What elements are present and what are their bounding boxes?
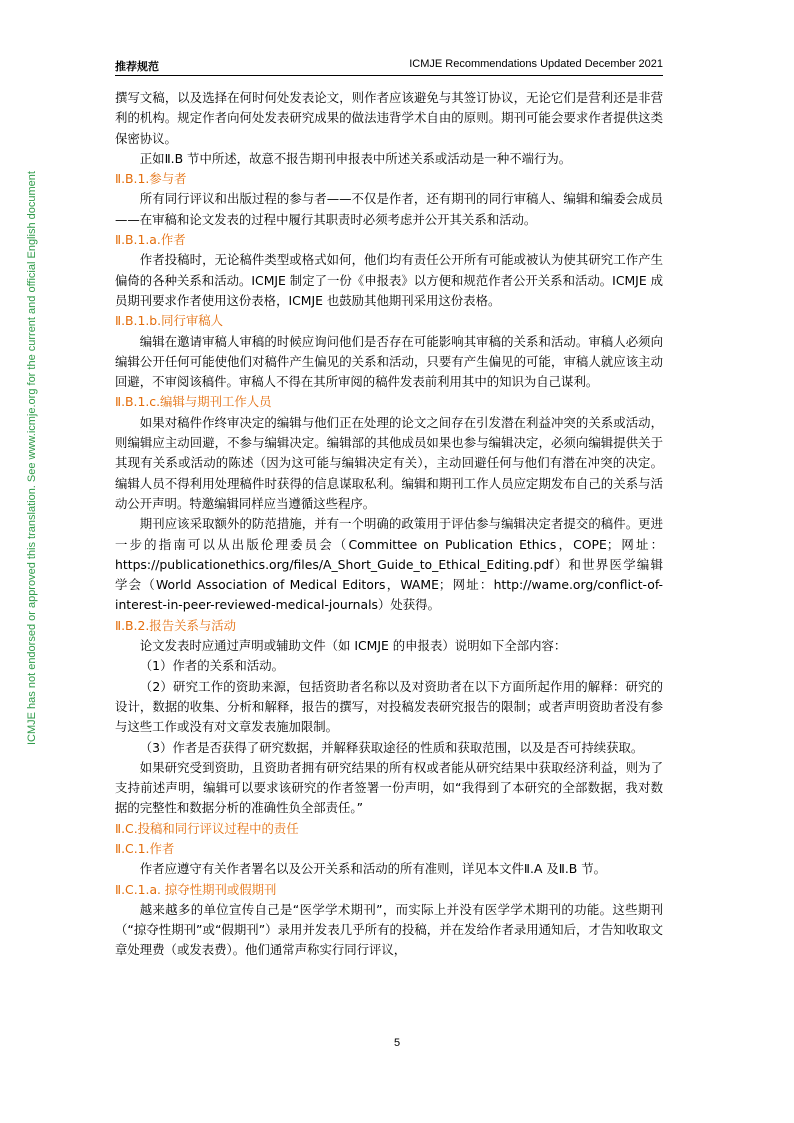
paragraph: 论文发表时应通过声明或辅助文件（如 ICMJE 的申报表）说明如下全部内容：: [139, 638, 567, 654]
section-heading: Ⅱ.C.投稿和同行评议过程中的责任: [115, 820, 299, 836]
page-header: [115, 57, 663, 76]
paragraph: （1）作者的关系和活动。: [139, 658, 284, 674]
section-heading: Ⅱ.B.1.b.同行审稿人: [115, 313, 224, 329]
paragraph: 撰写文稿，以及选择在何时何处发表论文，则作者应该避免与其签订协议，无论它们是营利还是非营利的机构。规定作者向何处发表研究成果的做法违背学术自由的原则。期刊可能会要求作者提供这类保密协议。: [115, 90, 663, 146]
paragraph: 正如Ⅱ.B 节中所述，故意不报告期刊申报表中所述关系或活动是一种不端行为。: [139, 150, 572, 166]
paragraph: （3）作者是否获得了研究数据，并解释获取途径的性质和获取范围，以及是否可持续获取。: [139, 739, 644, 755]
section-heading: Ⅱ.B.1.参与者: [115, 171, 187, 187]
paragraph: 编辑在邀请审稿人审稿的时候应询问他们是否存在可能影响其审稿的关系和活动。审稿人必须向编辑公开任何可能使他们对稿件产生偏见的关系和活动，只要有产生偏见的可能，审稿人就应该主动回避，不审阅该稿件。审稿人不得在其所审阅的稿件发表前利用其中的知识为自己谋利。: [115, 333, 663, 390]
section-heading: Ⅱ.B.1.a.作者: [115, 232, 186, 248]
paragraph: （2）研究工作的资助来源，包括资助者名称以及对资助者在以下方面所起作用的解释：研究的设计，数据的收集、分析和解释，报告的撰写，对投稿发表研究报告的限制；或者声明资助者没有参与这些工作或没有对文章发表施加限制。: [115, 678, 663, 735]
section-heading: Ⅱ.B.1.c.编辑与期刊工作人员: [115, 394, 272, 410]
header-section-title: 推荐规范: [115, 60, 159, 73]
paragraph: 作者应遵守有关作者署名以及公开关系和活动的所有准则，详见本文件Ⅱ.A 及Ⅱ.B 节。: [139, 861, 607, 877]
paragraph: 越来越多的单位宣传自己是“医学学术期刊”，而实际上并没有医学学术期刊的功能。这些期刊（“掠夺性期刊”或“假期刊”）录用并发表几乎所有的投稿，并在发给作者录用通知后，才告知收取文章处理费（或发表费）。他们通常声称实行同行评议，: [115, 901, 663, 958]
section-heading: Ⅱ.C.1.作者: [115, 840, 175, 856]
document-body: [115, 88, 663, 961]
paragraph: 所有同行评议和出版过程的参与者——不仅是作者，还有期刊的同行审稿人、编辑和编委会成员——在审稿和论文发表的过程中履行其职责时必须考虑并公开其关系和活动。: [115, 191, 663, 227]
paragraph: 如果研究受到资助，且资助者拥有研究结果的所有权或者能从研究结果中获取经济利益，则为了支持前述声明，编辑可以要求该研究的作者签署一份声明，如“我得到了本研究的全部数据，我对数据的完整性和数据分析的准确性负全部责任。”: [115, 759, 663, 816]
paragraph: 如果对稿件作终审决定的编辑与他们正在处理的论文之间存在引发潜在利益冲突的关系或活动，则编辑应主动回避，不参与编辑决定。编辑部的其他成员如果也参与编辑决定，必须向编辑提供关于其现有关系或活动的陈述（因为这可能与编辑决定有关），主动回避任何与他们有潜在冲突的决定。编辑人员不得利用处理稿件时获得的信息谋取私利。编辑和期刊工作人员应定期发布自己的关系与活动公开声明。特邀编辑同样应当遵循这些程序。: [115, 414, 663, 511]
section-heading: Ⅱ.B.2.报告关系与活动: [115, 617, 237, 633]
paragraph: 期刊应该采取额外的防范措施，并有一个明确的政策用于评估参与编辑决定者提交的稿件。更进一步的指南可以从出版伦理委员会（Committee on Publication Ethics，COPE；网址：https://publicationethics.org/files/A_Short_Guide_to_Ethical_Editing.pdf）和世界医学编辑学会（World Association of Medical Editors，WAME；网址：http://wame.org/conflict-of-interest-in-peer-reviewed-medical-journals）处获得。: [115, 516, 663, 613]
translation-disclaimer: ICMJE has not endorsed or approved this translation. See www.icmje.org for the current and official English document: [26, 171, 38, 745]
page-number: 5: [393, 1037, 401, 1049]
section-heading: Ⅱ.C.1.a. 掠夺性期刊或假期刊: [115, 881, 277, 897]
header-document-title: ICMJE Recommendations Updated December 2021: [409, 58, 663, 70]
paragraph: 作者投稿时，无论稿件类型或格式如何，他们均有责任公开所有可能或被认为使其研究工作产生偏倚的各种关系和活动。ICMJE 制定了一份《申报表》以方便和规范作者公开关系和活动。ICMJE 成员期刊要求作者使用这份表格，ICMJE 也鼓励其他期刊采用这份表格。: [115, 252, 663, 308]
